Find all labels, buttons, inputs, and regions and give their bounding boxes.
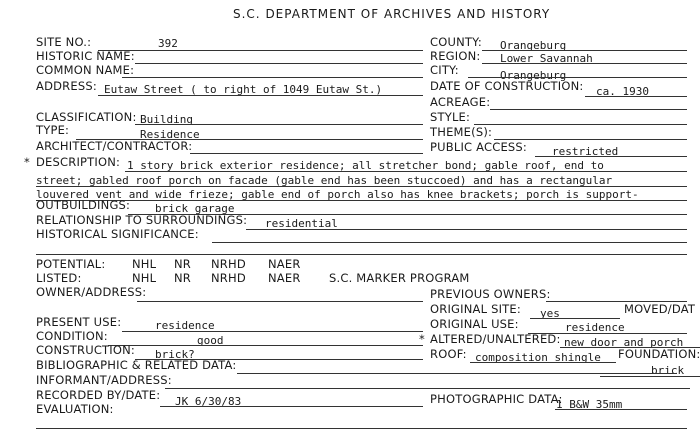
owner-address-line [137, 301, 423, 302]
address-line [98, 95, 423, 96]
description-marker: * [24, 155, 30, 169]
moved-date-label: MOVED/DAT [624, 302, 696, 316]
site-no-label: SITE NO.: [36, 35, 92, 49]
foundation-value: brick [651, 364, 685, 377]
altered-label: ALTERED/UNALTERED: [430, 332, 561, 346]
roof-label: ROOF: [430, 347, 467, 361]
public-access-value: restricted [552, 145, 619, 158]
type-value: Residence [140, 128, 200, 141]
site-no-line [98, 50, 423, 51]
original-site-line [530, 318, 620, 319]
foundation-line [600, 376, 700, 377]
relationship-line [246, 229, 687, 230]
city-line [468, 77, 687, 78]
potential-nrhd: NRHD [211, 257, 246, 271]
present-use-line [122, 331, 423, 332]
county-line [482, 50, 687, 51]
region-value: Lower Savannah [500, 52, 593, 65]
potential-nhl: NHL [132, 257, 157, 271]
condition-line [108, 345, 423, 346]
original-site-value: yes [540, 307, 560, 320]
address-label: ADDRESS: [36, 79, 97, 93]
outbuildings-label: OUTBUILDINGS: [36, 198, 131, 212]
informant-label: INFORMANT/ADDRESS: [36, 373, 172, 387]
acreage-label: ACREAGE: [430, 95, 491, 109]
original-site-label: ORIGINAL SITE: [430, 302, 521, 316]
site-no-value: 392 [158, 37, 178, 50]
marker-program: S.C. MARKER PROGRAM [329, 271, 470, 285]
style-line [474, 124, 687, 125]
city-label: CITY: [430, 63, 459, 77]
historical-significance-line [212, 242, 687, 243]
original-use-value: residence [565, 321, 625, 334]
form-title: S.C. DEPARTMENT OF ARCHIVES AND HISTORY [233, 7, 551, 21]
common-name-label: COMMON NAME: [36, 63, 135, 77]
informant-line [165, 388, 690, 389]
listed-label: LISTED: [36, 271, 82, 285]
common-name-line [122, 77, 423, 78]
description-label: DESCRIPTION: [36, 155, 121, 169]
relationship-label: RELATIONSHIP TO SURROUNDINGS: [36, 213, 248, 227]
city-value: Orangeburg [500, 69, 567, 82]
type-label: TYPE: [36, 123, 70, 137]
address-value: Eutaw Street ( to right of 1049 Eutaw St.) [104, 83, 383, 96]
acreage-line [490, 109, 687, 110]
classification-label: CLASSIFICATION: [36, 110, 137, 124]
roof-line [470, 362, 616, 363]
description-line-3: louvered vent and wide frieze; gable end of porch also has knee brackets; porch is support- [36, 188, 639, 201]
original-use-label: ORIGINAL USE: [430, 317, 519, 331]
photographic-data-line [555, 409, 687, 410]
public-access-label: PUBLIC ACCESS: [430, 140, 527, 154]
historical-significance-label: HISTORICAL SIGNIFICANCE: [36, 227, 199, 241]
section-divider [36, 254, 687, 255]
historic-name-label: HISTORIC NAME: [36, 49, 135, 63]
county-label: COUNTY: [430, 35, 482, 49]
listed-nrhd: NRHD [211, 271, 246, 285]
bibliographic-label: BIBLIOGRAPHIC & RELATED DATA: [36, 358, 237, 372]
potential-nr: NR [174, 257, 191, 271]
condition-label: CONDITION: [36, 329, 108, 343]
photographic-data-value: 1 B&W 35mm [556, 398, 623, 411]
themes-label: THEME(S): [430, 125, 493, 139]
present-use-value: residence [155, 319, 215, 332]
previous-owners-label: PREVIOUS OWNERS: [430, 287, 551, 301]
potential-label: POTENTIAL: [36, 257, 106, 271]
evaluation-line [36, 428, 687, 429]
construction-label: CONSTRUCTION: [36, 343, 135, 357]
listed-nr: NR [174, 271, 191, 285]
listed-naer: NAER [268, 271, 301, 285]
recorded-by-value: JK 6/30/83 [175, 395, 242, 408]
construction-value: brick? [155, 348, 195, 361]
region-label: REGION: [430, 49, 481, 63]
date-line [585, 96, 687, 97]
description-line-1: 1 story brick exterior residence; all stretcher bond; gable roof, end to [127, 159, 604, 172]
outbuildings-value: brick garage [155, 202, 235, 215]
description-rule-1 [125, 171, 687, 172]
date-of-construction-label: DATE OF CONSTRUCTION: [430, 79, 584, 93]
classification-value: Building [140, 113, 193, 126]
bibliographic-line [237, 373, 677, 374]
owner-address-label: OWNER/ADDRESS: [36, 285, 147, 299]
altered-value: new door and porch [564, 336, 684, 349]
description-rule-3 [36, 200, 687, 201]
classification-line [135, 124, 423, 125]
region-line [482, 63, 687, 64]
listed-nhl: NHL [132, 271, 157, 285]
photographic-data-label: PHOTOGRAPHIC DATA: [430, 392, 563, 406]
present-use-label: PRESENT USE: [36, 315, 122, 329]
recorded-by-label: RECORDED BY/DATE: [36, 388, 161, 402]
roof-value: composition shingle [475, 351, 601, 364]
style-label: STYLE: [430, 110, 471, 124]
condition-value: good [197, 334, 224, 347]
recorded-by-line [160, 406, 423, 407]
architect-label: ARCHITECT/CONTRACTOR: [36, 139, 193, 153]
foundation-label: FOUNDATION: [618, 347, 700, 361]
potential-naer: NAER [268, 257, 301, 271]
date-of-construction-value: ca. 1930 [596, 85, 649, 98]
description-line-2: street; gabled roof porch on facade (gable end has been stuccoed) and has a rectangular [36, 174, 613, 187]
description-rule-2 [36, 186, 687, 187]
public-access-line [535, 156, 687, 157]
architect-line [190, 153, 423, 154]
county-value: Orangeburg [500, 39, 567, 52]
historic-name-line [135, 63, 423, 64]
altered-marker: * [419, 332, 425, 346]
relationship-value: residential [265, 217, 338, 230]
evaluation-label: EVALUATION: [36, 402, 114, 416]
